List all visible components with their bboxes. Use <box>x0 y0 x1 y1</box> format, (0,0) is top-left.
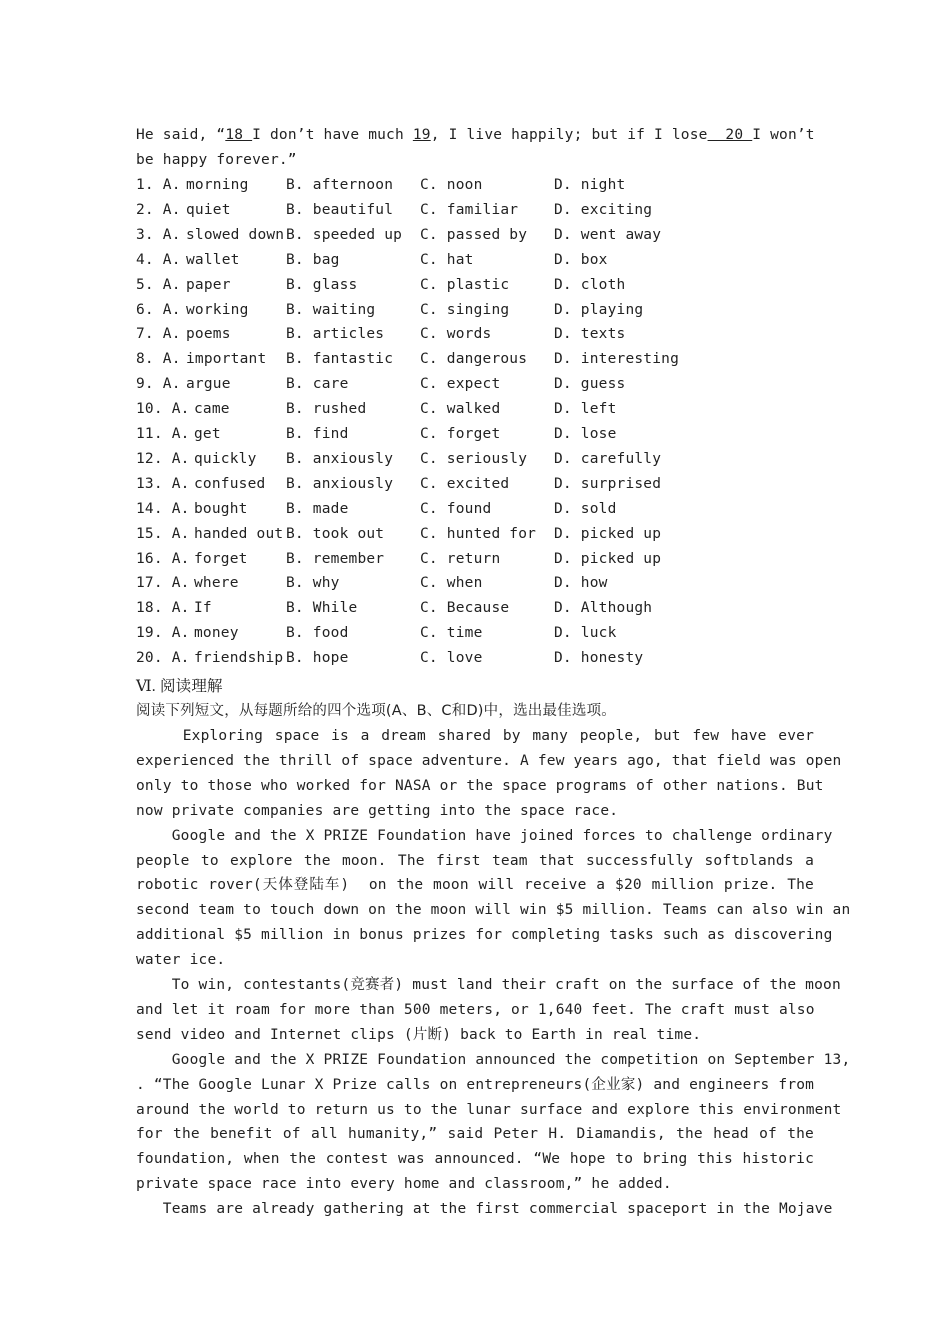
option-d: D. luck <box>554 625 617 642</box>
passage-line: additional $5 million in bonus prizes for completing tasks such as discovering <box>136 927 833 944</box>
passage-line: water ice. <box>136 952 226 969</box>
passage-line: for the benefit of all humanity,” said Peter H. Diamandis, the head of the <box>136 1126 814 1143</box>
option-c: C. found <box>420 500 492 517</box>
passage-line: Exploring space is a dream shared by many people, but few have ever <box>136 728 814 744</box>
intro-text-3: , I live happily; but if I lose <box>430 127 708 143</box>
option-b: B. speeded up <box>286 226 403 243</box>
passage-line: around the world to return us to the lunar surface and explore this environment <box>136 1101 842 1118</box>
option-b: B. took out <box>286 525 385 542</box>
option-c: C. noon <box>420 177 483 193</box>
option-a: get <box>194 426 221 442</box>
question-number: 3. A. <box>136 226 181 243</box>
passage-paragraph <box>136 973 841 1048</box>
option-c: C. expect <box>420 376 501 393</box>
option-a: forget <box>194 550 248 567</box>
section-instruction: 阅读下列短文，从每题所给的四个选项(A、B、C和D)中，选出最佳选项。 <box>136 703 616 719</box>
passage-line: send video and Internet clips (片断) back to Earth in real time. <box>136 1026 702 1043</box>
option-c: C. words <box>420 326 492 343</box>
question-number: 17. A. <box>136 575 190 592</box>
option-a: quickly <box>194 450 257 467</box>
option-b: B. articles <box>286 326 385 343</box>
option-c: C. dangerous <box>420 351 528 368</box>
option-d: D. went away <box>554 226 662 243</box>
option-d: D. texts <box>554 326 626 343</box>
passage-paragraph <box>136 824 851 973</box>
intro-text-4: I won’t <box>752 127 815 143</box>
option-c: C. when <box>420 575 483 592</box>
option-c: C. return <box>420 550 501 567</box>
option-d: D. carefully <box>554 450 662 467</box>
option-a: If <box>194 600 212 617</box>
option-b: B. beautiful <box>286 201 394 218</box>
option-c: C. familiar <box>420 201 519 218</box>
option-d: D. surprised <box>554 475 662 492</box>
blank-20: 20 <box>707 127 753 143</box>
option-b: B. made <box>286 500 349 517</box>
option-d: D. picked up <box>554 550 662 567</box>
option-d: D. how <box>554 575 608 592</box>
option-a: slowed down <box>186 226 285 243</box>
option-a: where <box>194 575 239 592</box>
option-b: B. why <box>286 575 340 592</box>
option-d: D. interesting <box>554 351 680 368</box>
option-d: D. sold <box>554 500 617 517</box>
option-d: D. guess <box>554 376 626 393</box>
option-c: C. time <box>420 625 483 642</box>
option-a: money <box>194 625 239 642</box>
option-b: B. anxiously <box>286 475 394 492</box>
question-number: 19. A. <box>136 625 190 642</box>
passage-line: only to those who worked for NASA or the space programs of other nations. But <box>136 777 824 794</box>
option-d: D. lose <box>554 426 617 442</box>
passage-line: people to explore the moon. The first team that successfully softᴅlands a <box>136 852 814 869</box>
section-heading: Ⅵ. 阅读理解 <box>136 678 223 695</box>
passage-paragraph <box>136 1197 833 1222</box>
question-number: 9. A. <box>136 376 181 393</box>
option-b: B. afternoon <box>286 177 394 193</box>
option-d: D. honesty <box>554 650 644 667</box>
option-b: B. While <box>286 600 358 617</box>
option-a: important <box>186 351 267 368</box>
option-b: B. anxiously <box>286 450 394 467</box>
option-a: wallet <box>186 251 240 268</box>
option-a: handed out <box>194 525 284 542</box>
question-number: 12. A. <box>136 450 190 467</box>
blank-18: 18 <box>225 127 253 143</box>
intro-text-1: He said, “ <box>136 127 226 143</box>
option-b: B. glass <box>286 276 358 293</box>
passage-line: To win, contestants(竞赛者) must land their craft on the surface of the moon <box>136 977 841 993</box>
option-a: bought <box>194 500 248 517</box>
option-a: came <box>194 401 230 418</box>
question-number: 1. A. <box>136 177 181 193</box>
option-a: paper <box>186 276 231 293</box>
option-c: C. forget <box>420 426 501 442</box>
option-a: friendship <box>194 650 284 667</box>
option-c: C. hat <box>420 251 474 268</box>
passage-line: foundation, when the contest was announced. “We hope to bring this historic <box>136 1151 814 1168</box>
option-d: D. left <box>554 401 617 418</box>
question-number: 10. A. <box>136 401 190 418</box>
option-d: D. playing <box>554 301 644 318</box>
option-d: D. exciting <box>554 201 653 218</box>
passage-line: experienced the thrill of space adventure. A few years ago, that field was open <box>136 752 842 769</box>
option-c: C. singing <box>420 301 510 318</box>
option-a: poems <box>186 326 231 343</box>
option-c: C. Because <box>420 600 510 617</box>
question-number: 7. A. <box>136 326 181 343</box>
option-a: argue <box>186 376 231 393</box>
blank-19: 19 <box>412 127 431 143</box>
question-number: 20. A. <box>136 650 190 667</box>
option-c: C. love <box>420 650 483 667</box>
option-b: B. fantastic <box>286 351 394 368</box>
passage-line: private space race into every home and classroom,” he added. <box>136 1176 672 1193</box>
option-a: confused <box>194 475 266 492</box>
question-number: 14. A. <box>136 500 190 517</box>
question-number: 18. A. <box>136 600 190 617</box>
option-c: C. plastic <box>420 276 510 293</box>
passage-paragraph <box>136 724 842 824</box>
option-c: C. hunted for <box>420 525 537 542</box>
intro-line-1 <box>136 127 814 143</box>
question-number: 8. A. <box>136 351 181 368</box>
passage-line: Google and the X PRIZE Foundation have joined forces to challenge ordinary <box>136 827 833 844</box>
passage-line: . “The Google Lunar X Prize calls on entrepreneurs(企业家) and engineers from <box>136 1076 815 1093</box>
option-b: B. hope <box>286 650 349 667</box>
option-a: working <box>186 301 249 318</box>
question-number: 11. A. <box>136 426 190 442</box>
question-number: 13. A. <box>136 475 190 492</box>
option-b: B. waiting <box>286 301 376 318</box>
intro-line-2: be happy forever.” <box>136 152 297 168</box>
passage-line: now private companies are getting into the space race. <box>136 802 619 819</box>
passage-paragraph <box>136 1048 851 1197</box>
passage-line: Teams are already gathering at the first commercial spaceport in the Mojave <box>136 1201 833 1218</box>
option-b: B. food <box>286 625 349 642</box>
option-b: B. find <box>286 426 349 442</box>
option-d: D. Although <box>554 600 653 617</box>
option-b: B. care <box>286 376 349 393</box>
option-d: D. night <box>554 177 626 193</box>
option-c: C. seriously <box>420 450 528 467</box>
intro-text-2: I don’t have much <box>252 127 413 143</box>
option-d: D. box <box>554 251 608 268</box>
passage-line: and let it roam for more than 500 meters, or 1,640 feet. The craft must also <box>136 1001 815 1018</box>
question-number: 6. A. <box>136 301 181 318</box>
option-b: B. remember <box>286 550 385 567</box>
option-d: D. cloth <box>554 276 626 293</box>
option-c: C. walked <box>420 401 501 418</box>
question-number: 2. A. <box>136 201 181 218</box>
question-number: 5. A. <box>136 276 181 293</box>
passage-line: Google and the X PRIZE Foundation announced the competition on September 13, <box>136 1051 851 1068</box>
question-number: 4. A. <box>136 251 181 268</box>
option-d: D. picked up <box>554 525 662 542</box>
option-b: B. rushed <box>286 401 367 418</box>
question-number: 16. A. <box>136 550 190 567</box>
question-number: 15. A. <box>136 525 190 542</box>
passage-line: robotic rover(天体登陆车) on the moon will receive a $20 million prize. The <box>136 877 814 894</box>
option-a: morning <box>186 177 249 193</box>
option-a: quiet <box>186 201 231 218</box>
option-c: C. excited <box>420 475 510 492</box>
option-c: C. passed by <box>420 226 528 243</box>
passage-line: second team to touch down on the moon will win $5 million. Teams can also win an <box>136 902 851 919</box>
option-b: B. bag <box>286 251 340 268</box>
